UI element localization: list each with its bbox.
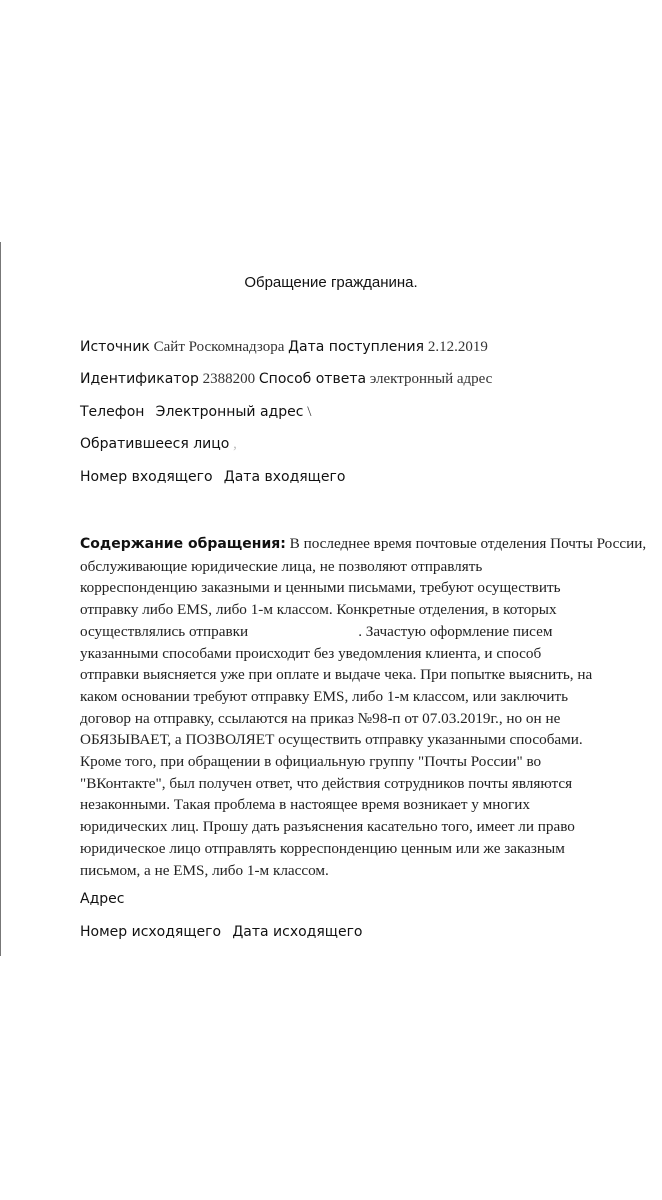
content-line: отправку либо EMS, либо 1-м классом. Конкретные отделения, в которых xyxy=(80,601,557,619)
person-row xyxy=(80,436,237,453)
content-line: ОБЯЗЫВАЕТ, а ПОЗВОЛЯЕТ осуществить отправку указанными способами. xyxy=(80,731,583,749)
document-title: Обращение гражданина. xyxy=(244,274,418,291)
identifier-label: Идентификатор xyxy=(80,371,199,387)
reply-method-value: электронный адрес xyxy=(369,371,493,387)
incoming-row xyxy=(80,469,345,486)
source-label: Источник xyxy=(80,339,150,355)
content-line: отправки выясняется уже при оплате и выдаче чека. При попытке выяснить, на xyxy=(80,666,593,684)
identifier-row xyxy=(80,371,492,388)
content-line: осуществлялись отправки xyxy=(80,622,249,640)
email-label: Электронный адрес xyxy=(155,404,304,420)
outgoing-row xyxy=(80,924,363,941)
content-label: Содержание обращения: xyxy=(80,536,286,552)
address-label: Адрес xyxy=(80,891,125,907)
source-row xyxy=(80,339,488,356)
person-label: Обратившееся лицо xyxy=(80,436,230,452)
content-line: корреспонденцию заказными и ценными письмами, требуют осуществить xyxy=(80,579,561,597)
outgoing-number-label: Номер исходящего xyxy=(80,924,222,940)
identifier-value: 2388200 xyxy=(202,371,256,387)
outgoing-date-label: Дата исходящего xyxy=(232,924,363,940)
content-line: . Зачастую оформление писем xyxy=(358,622,553,640)
date-received-label: Дата поступления xyxy=(288,339,425,355)
appeal-content xyxy=(80,533,647,881)
address-row xyxy=(80,891,124,908)
content-line: В последнее время почтовые отделения Почты России, xyxy=(289,535,647,552)
content-line: Кроме того, при обращении в официальную группу "Почты России" во xyxy=(80,753,542,771)
content-line: каком основании требуют отправку EMS, либо 1-м классом, или заключить xyxy=(80,687,569,705)
content-line: юридических лиц. Прошу дать разъяснения касательно того, имеет ли право xyxy=(80,818,575,836)
incoming-date-label: Дата входящего xyxy=(223,469,346,485)
email-value: \ xyxy=(307,404,312,420)
phone-label: Телефон xyxy=(80,404,145,420)
content-line: юридическое лицо отправлять корреспонденцию ценным или же заказным xyxy=(80,839,565,857)
date-received-value: 2.12.2019 xyxy=(427,339,488,355)
content-line: договор на отправку, ссылаются на приказ №98-п от 07.03.2019г., но он не xyxy=(80,709,561,727)
content-line: незаконными. Такая проблема в настоящее время возникает у многих xyxy=(80,796,530,814)
source-value: Сайт Роскомнадзора xyxy=(153,339,285,355)
content-line: письмом, а не EMS, либо 1-м классом. xyxy=(80,861,329,879)
page-edge xyxy=(0,242,1,956)
reply-method-label: Способ ответа xyxy=(258,371,367,387)
phone-row xyxy=(80,404,311,421)
person-value: , xyxy=(233,436,237,452)
content-line: указанными способами происходит без уведомления клиента, и способ xyxy=(80,644,542,662)
content-line: "ВКонтакте", был получен ответ, что действия сотрудников почты являются xyxy=(80,774,573,792)
content-line: обслуживающие юридические лица, не позволяют отправлять xyxy=(80,557,483,575)
incoming-number-label: Номер входящего xyxy=(80,469,213,485)
